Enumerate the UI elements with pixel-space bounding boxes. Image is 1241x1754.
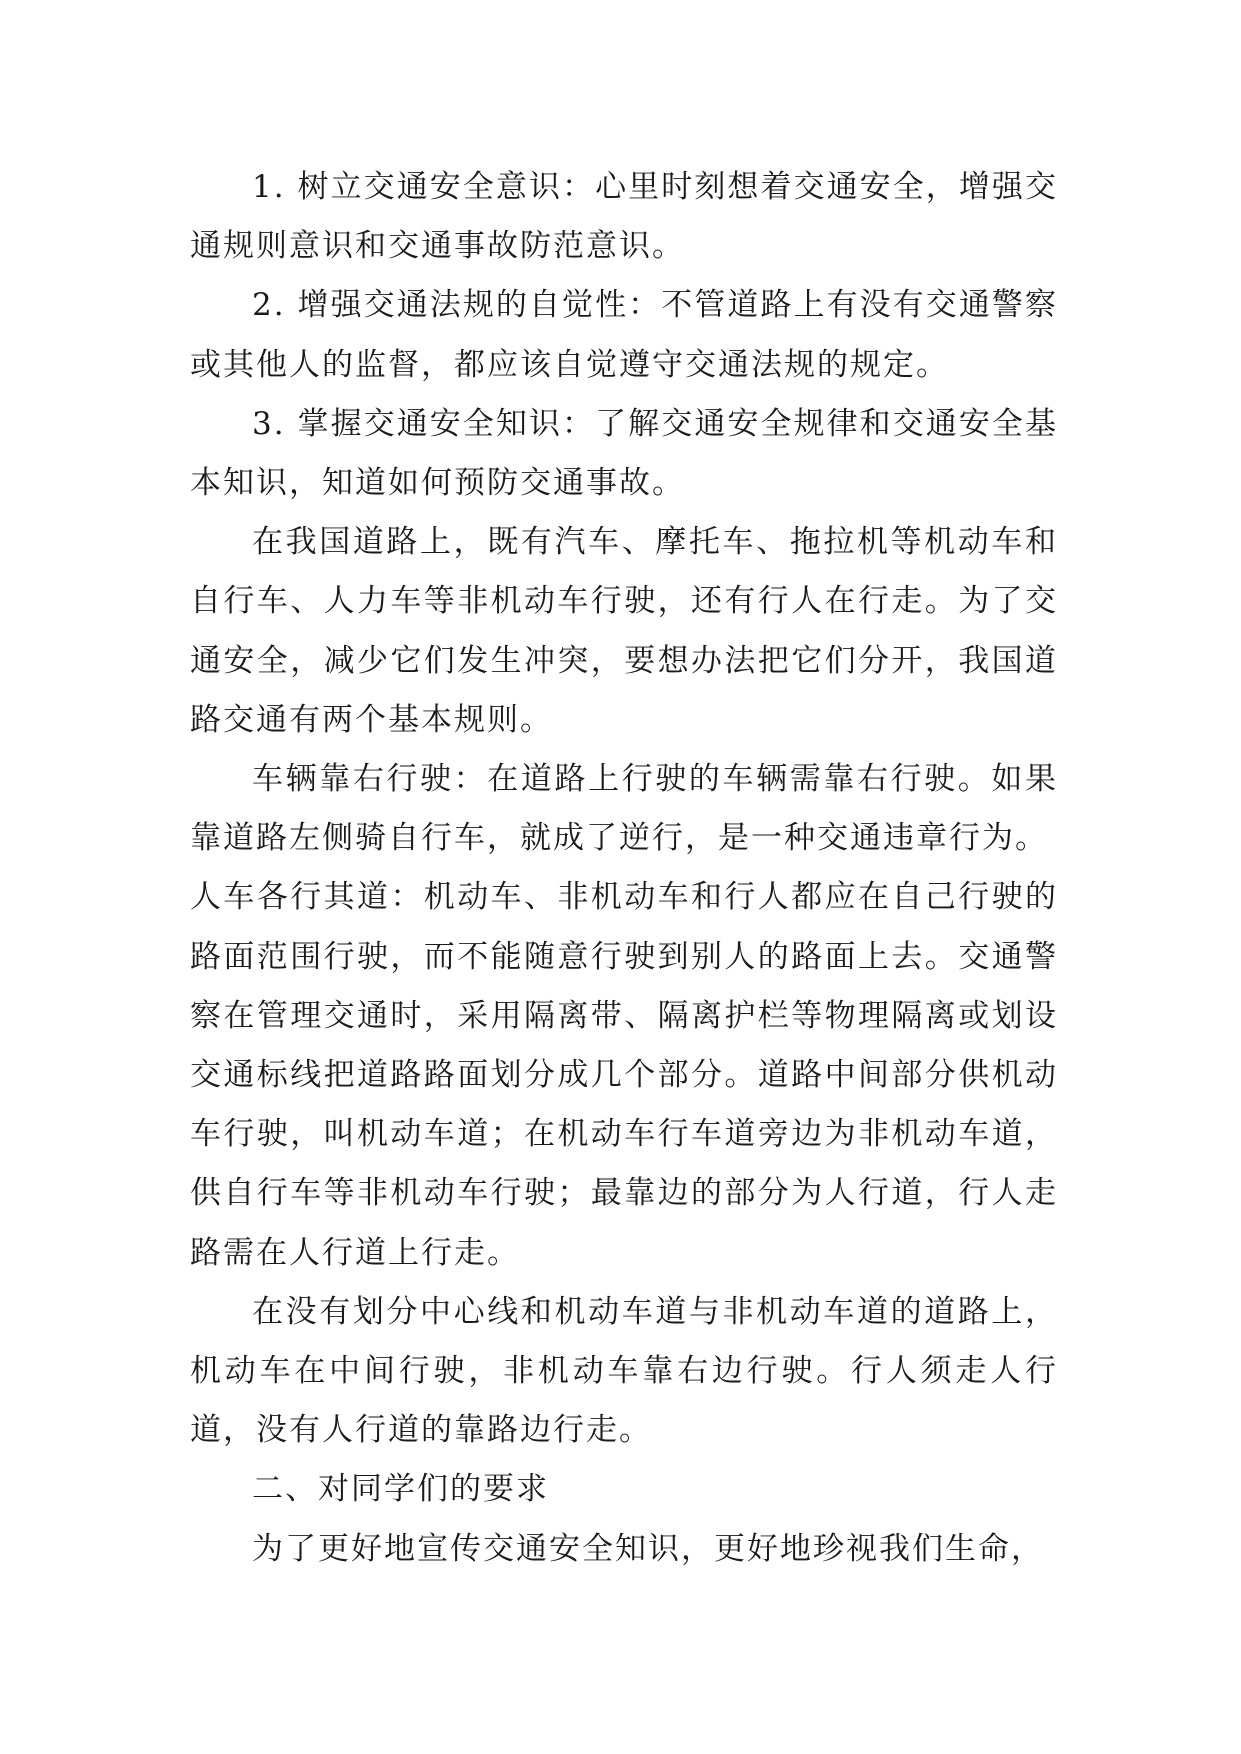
paragraph-road-users: 在我国道路上，既有汽车、摩托车、拖拉机等机动车和自行车、人力车等非机动车行驶，还有行人在行走。为了交通安全，减少它们发生冲突，要想办法把它们分开，我国道路交通有两个基本规则。	[190, 524, 1058, 738]
paragraph-keep-right: 车辆靠右行驶：在道路上行驶的车辆需靠右行驶。如果靠道路左侧骑自行车，就成了逆行，是一种交通违章行为。	[190, 761, 1058, 857]
paragraph-rule-1: 1. 树立交通安全意识：心里时刻想着交通安全，增强交通规则意识和交通事故防范意识。	[190, 169, 1058, 265]
paragraph-rule-2: 2. 增强交通法规的自觉性：不管道路上有没有交通警察或其他人的监督，都应该自觉遵守交通法规的规定。	[190, 287, 1058, 383]
paragraph-no-centerline: 在没有划分中心线和机动车道与非机动车道的道路上，机动车在中间行驶，非机动车靠右边行驶。行人须走人行道，没有人行道的靠路边行走。	[190, 1293, 1058, 1449]
paragraph-requirements-intro: 为了更好地宣传交通安全知识，更好地珍视我们生命，	[252, 1530, 1044, 1567]
section-heading-requirements: 二、对同学们的要求	[252, 1471, 549, 1508]
document-body	[190, 158, 1058, 1579]
paragraph-separate-lanes: 人车各行其道：机动车、非机动车和行人都应在自己行驶的路面范围行驶，而不能随意行驶到别人的路面上去。交通警察在管理交通时，采用隔离带、隔离护栏等物理隔离或划设交通标线把道路路面划分成几个部分。道路中间部分供机动车行驶，叫机动车道；在机动车行车道旁边为非机动车道，供自行车等非机动车行驶；最靠边的部分为人行道，行人走路需在人行道上行走。	[190, 879, 1058, 1271]
paragraph-rule-3: 3. 掌握交通安全知识：了解交通安全规律和交通安全基本知识，知道如何预防交通事故。	[190, 405, 1058, 502]
